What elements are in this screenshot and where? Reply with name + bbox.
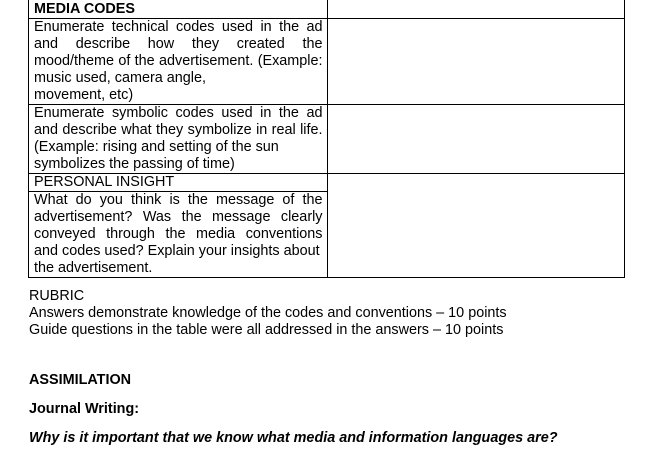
journal-writing-label: Journal Writing: [29,401,140,417]
journal-question: Why is it important that we know what media and information languages are? [29,430,558,446]
table-row [29,174,625,278]
symbolic-codes-prompt-tail: symbolizes the passing of time) [34,156,235,172]
personal-insight-title: PERSONAL INSIGHT [29,174,327,192]
table-row [29,19,625,105]
symbolic-codes-answer-cell[interactable] [327,105,625,174]
symbolic-codes-cell [29,105,328,174]
media-codes-table [28,0,625,278]
technical-codes-prompt-tail: movement, etc) [34,87,134,103]
technical-codes-cell [29,19,328,105]
rubric-item: Answers demonstrate knowledge of the codes and conventions – 10 points [29,305,507,321]
table-heading-row [29,0,625,19]
table-row [29,105,625,174]
heading-cell [29,0,328,19]
rubric-item: Guide questions in the table were all addressed in the answers – 10 points [29,322,504,338]
rubric-section [29,288,507,339]
media-codes-heading: MEDIA CODES [34,1,136,17]
assimilation-title: ASSIMILATION [29,372,132,388]
rubric-title: RUBRIC [29,288,85,304]
technical-codes-prompt: Enumerate technical codes used in the ad and describe how they created the mood/theme of the advertisement. (Example: music used, camera angle, [34,19,323,86]
symbolic-codes-prompt: Enumerate symbolic codes used in the ad and describe what they symbolize in real life. (Example: rising and setting of the sun [34,105,323,155]
personal-insight-cell [29,174,328,278]
technical-codes-answer-cell[interactable] [327,19,625,105]
personal-insight-prompt: What do you think is the message of the advertisement? Was the message clearly conveyed through the media conventions and codes used? Explain your insights about [34,192,323,259]
personal-insight-prompt-tail: the advertisement. [34,260,153,276]
heading-answer-cell [327,0,625,19]
personal-insight-answer-cell[interactable] [327,174,625,278]
